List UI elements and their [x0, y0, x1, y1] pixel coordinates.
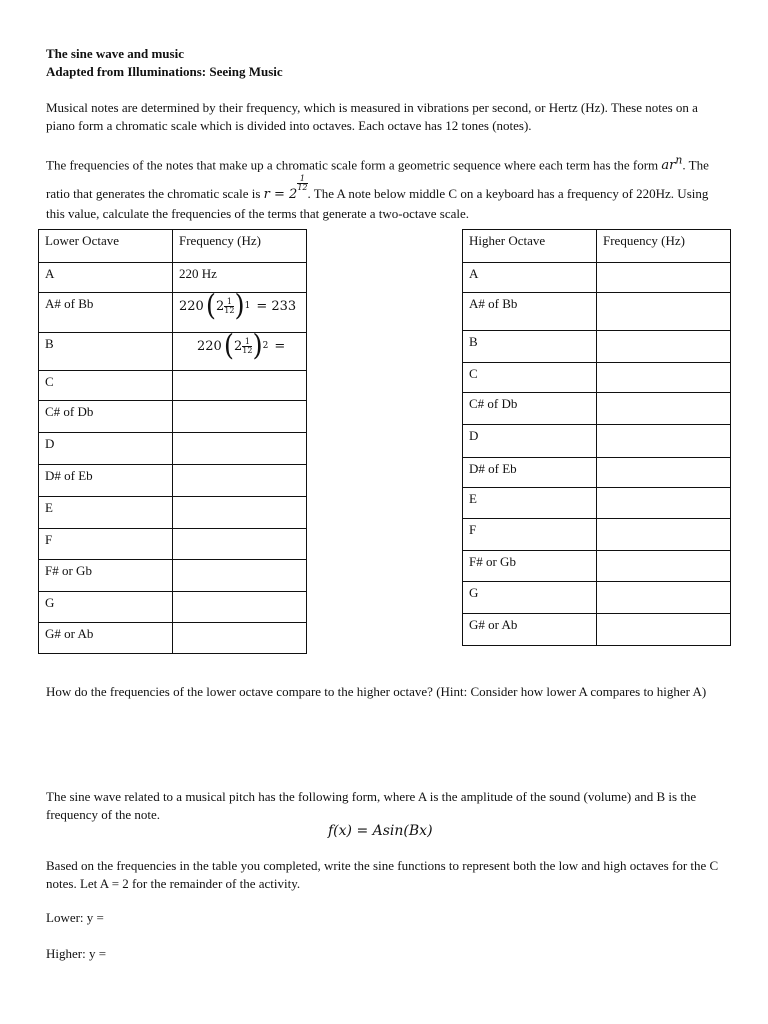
frequency-cell[interactable]	[173, 289, 307, 333]
table-row	[39, 497, 307, 529]
table-row	[39, 529, 307, 560]
table-row	[463, 488, 731, 519]
expr-fraction	[242, 338, 252, 355]
frequency-cell[interactable]	[597, 263, 731, 293]
table-row	[39, 371, 307, 401]
intro-paragraph: Musical notes are determined by their frequency, which is measured in vibrations per second, or Hertz (Hz). These notes on a piano form a chromatic scale which is divided into octaves. Each octave has 12 tones (notes).	[46, 100, 698, 133]
note-name-cell: D# of Eb	[39, 465, 173, 497]
note-name-cell: A# of Bb	[463, 293, 597, 331]
worksheet-subtitle: Adapted from Illuminations: Seeing Music	[46, 64, 283, 79]
note-name-cell: D	[39, 433, 173, 465]
right-paren: )	[252, 329, 263, 363]
note-name-cell: F# or Gb	[463, 551, 597, 582]
expr-numerator: 1	[244, 336, 250, 346]
note-name-cell: A	[39, 263, 173, 293]
note-name-cell: C	[463, 363, 597, 393]
frequency-cell[interactable]	[597, 582, 731, 614]
table-row	[39, 293, 307, 333]
frequency-column-header: Frequency (Hz)	[597, 230, 731, 263]
ratio-denominator: 12	[297, 183, 308, 193]
sequence-text-a: The frequencies of the notes that make up a chromatic scale form a geometric sequence where each term has the form	[46, 157, 662, 173]
note-name-cell: B	[39, 333, 173, 371]
note-name-cell: F# or Gb	[39, 560, 173, 592]
table-row	[39, 560, 307, 592]
note-name-cell: C# of Db	[39, 401, 173, 433]
expr-denominator: 12	[224, 305, 235, 315]
frequency-cell[interactable]	[597, 614, 731, 646]
expr-base: 2	[215, 298, 225, 314]
table-row	[39, 623, 307, 654]
octave-column-header: Lower Octave	[39, 230, 173, 263]
table-header-row	[463, 230, 731, 263]
table-row	[39, 433, 307, 465]
table-row	[463, 363, 731, 393]
note-name-cell: A# of Bb	[39, 293, 173, 333]
frequency-cell[interactable]	[173, 401, 307, 433]
frequency-column-header: Frequency (Hz)	[173, 230, 307, 263]
ratio-base: r = 2	[263, 187, 298, 203]
note-name-cell: C	[39, 371, 173, 401]
frequency-cell[interactable]	[597, 363, 731, 393]
based-on-paragraph: Based on the frequencies in the table you completed, write the sine functions to represent both the low and high octaves for the C notes. Let A = 2 for the remainder of the activity.	[46, 858, 719, 891]
table-header-row	[39, 230, 307, 263]
note-name-cell: B	[463, 331, 597, 363]
note-name-cell: E	[39, 497, 173, 529]
geometric-form-formula	[661, 154, 683, 174]
sine-intro-paragraph: The sine wave related to a musical pitch has the following form, where A is the amplitude of the sound (volume) and B is the frequency of the note.	[46, 789, 697, 822]
frequency-cell[interactable]	[173, 529, 307, 560]
expr-numerator: 1	[226, 296, 232, 306]
expr-power: 2	[262, 341, 269, 351]
higher-octave-table	[462, 229, 731, 646]
table-row	[463, 425, 731, 458]
frequency-cell[interactable]	[597, 393, 731, 425]
table-row	[39, 263, 307, 293]
frequency-cell[interactable]	[173, 263, 307, 293]
formula-base: ar	[661, 158, 676, 174]
note-name-cell: F	[39, 529, 173, 560]
frequency-cell[interactable]	[597, 331, 731, 363]
ratio-numerator: 1	[299, 174, 305, 184]
frequency-cell[interactable]	[173, 560, 307, 592]
lower-answer-label: Lower: y =	[46, 910, 104, 925]
expr-base: 2	[233, 338, 243, 354]
sequence-text-b: . The ratio that generates the chromatic scale is	[46, 157, 709, 202]
note-name-cell: G# or Ab	[463, 614, 597, 646]
ratio-formula	[263, 174, 308, 203]
table-row	[463, 393, 731, 425]
table-row	[39, 401, 307, 433]
frequency-cell[interactable]	[173, 329, 307, 371]
frequency-cell[interactable]	[173, 371, 307, 401]
table-row	[39, 592, 307, 623]
right-paren: )	[234, 289, 245, 323]
frequency-cell[interactable]	[173, 433, 307, 465]
frequency-cell[interactable]	[597, 458, 731, 488]
table-row	[463, 331, 731, 363]
a-sharp-frequency-expression	[179, 289, 300, 323]
note-name-cell: D# of Eb	[463, 458, 597, 488]
sine-formula: f(x) = Asin(Bx)	[328, 823, 433, 839]
frequency-cell[interactable]	[597, 519, 731, 551]
left-paren: (	[205, 289, 216, 323]
table-row	[463, 551, 731, 582]
frequency-cell[interactable]	[597, 551, 731, 582]
left-paren: (	[223, 329, 234, 363]
expr-result: = 233	[256, 298, 297, 314]
note-name-cell: G# or Ab	[39, 623, 173, 654]
frequency-cell[interactable]	[173, 592, 307, 623]
a-frequency-value: 220 Hz	[179, 266, 217, 281]
expr-coefficient: 220	[179, 298, 204, 314]
note-name-cell: G	[463, 582, 597, 614]
frequency-cell[interactable]	[173, 465, 307, 497]
ratio-fraction	[297, 175, 307, 192]
note-name-cell: C# of Db	[463, 393, 597, 425]
octave-column-header: Higher Octave	[463, 230, 597, 263]
frequency-cell[interactable]	[597, 488, 731, 519]
table-row	[463, 263, 731, 293]
table-row	[463, 614, 731, 646]
lower-octave-table	[38, 229, 307, 654]
worksheet-title: The sine wave and music	[46, 46, 184, 61]
expr-result: =	[274, 338, 286, 354]
table-row	[463, 458, 731, 488]
table-row	[39, 465, 307, 497]
note-name-cell: G	[39, 592, 173, 623]
sequence-paragraph	[46, 151, 726, 223]
compare-question: How do the frequencies of the lower octave compare to the higher octave? (Hint: Consider how lower A compares to higher A)	[46, 684, 707, 699]
frequency-cell[interactable]	[173, 497, 307, 529]
note-name-cell: A	[463, 263, 597, 293]
table-row	[463, 519, 731, 551]
expr-coefficient: 220	[197, 338, 222, 354]
higher-answer-label: Higher: y =	[46, 946, 107, 961]
expr-denominator: 12	[242, 345, 253, 355]
sequence-text-c: . The A note below middle C on a keyboard has a frequency of 220Hz. Using this value, calculate the frequencies of the terms that generate a two-octave scale.	[46, 186, 709, 222]
table-row	[463, 293, 731, 331]
frequency-cell[interactable]	[597, 425, 731, 458]
formula-exponent: n	[675, 154, 683, 167]
table-row	[463, 582, 731, 614]
b-frequency-expression	[197, 329, 300, 363]
frequency-cell[interactable]	[597, 293, 731, 331]
note-name-cell: E	[463, 488, 597, 519]
note-name-cell: F	[463, 519, 597, 551]
frequency-cell[interactable]	[173, 623, 307, 654]
table-row	[39, 333, 307, 371]
expr-fraction	[224, 298, 234, 315]
note-name-cell: D	[463, 425, 597, 458]
expr-power: 1	[244, 301, 251, 311]
